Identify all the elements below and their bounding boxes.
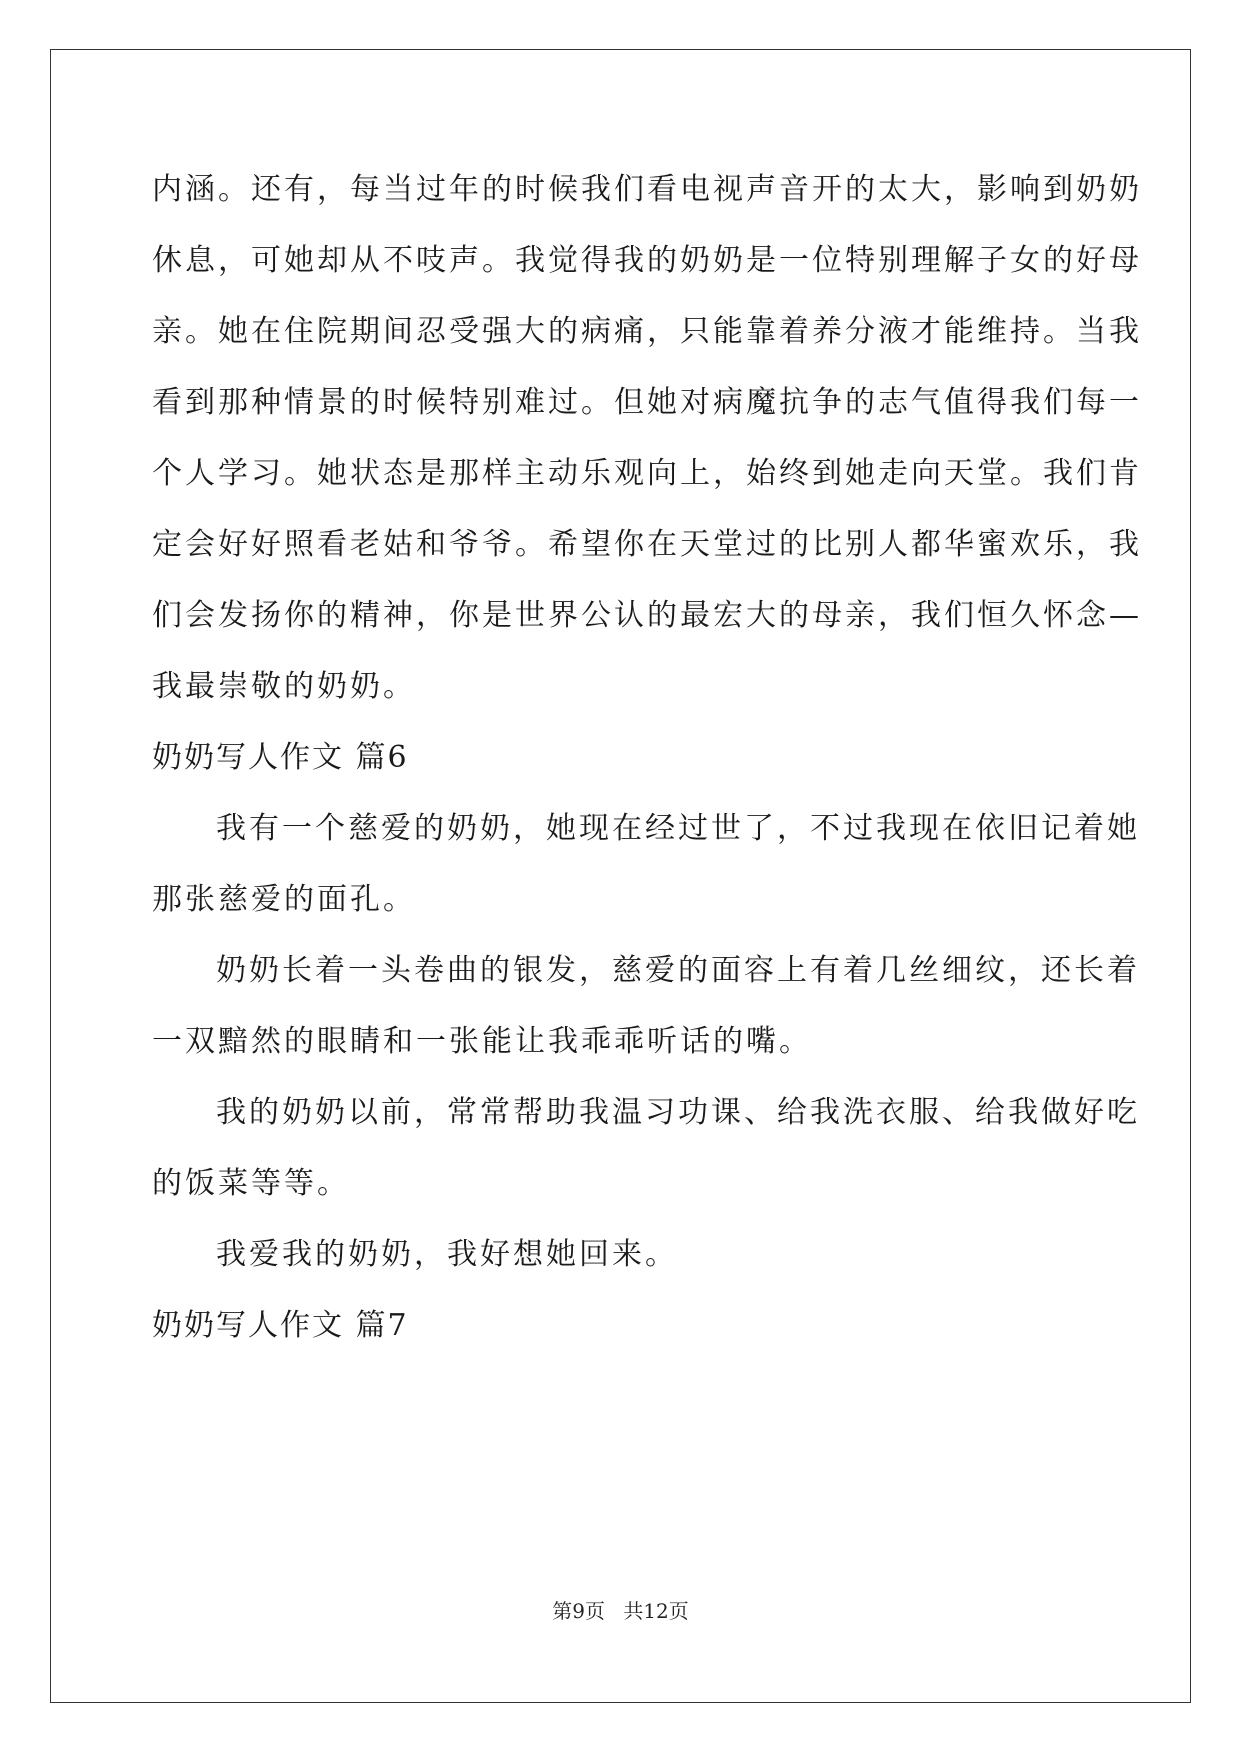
text-line: 我最崇敬的奶奶。	[152, 669, 416, 704]
text-line: 们会发扬你的精神，你是世界公认的最宏大的母亲，我们恒久怀念—	[152, 598, 1142, 633]
text-line: 看到那种情景的时候特别难过。但她对病魔抗争的志气值得我们每一	[152, 385, 1142, 420]
text-line: 我爱我的奶奶，我好想她回来。	[216, 1237, 678, 1272]
text-line: 一双黯然的眼睛和一张能让我乖乖听话的嘴。	[152, 1024, 812, 1059]
text-line: 我有一个慈爱的奶奶，她现在经过世了，不过我现在依旧记着她	[216, 811, 1140, 846]
section-heading: 奶奶写人作文 篇7	[152, 1308, 409, 1343]
text-line: 我的奶奶以前，常常帮助我温习功课、给我洗衣服、给我做好吃	[216, 1095, 1140, 1130]
text-line: 个人学习。她状态是那样主动乐观向上，始终到她走向天堂。我们肯	[152, 456, 1142, 491]
text-line: 的饭菜等等。	[152, 1166, 350, 1201]
text-line: 内涵。还有，每当过年的时候我们看电视声音开的太大，影响到奶奶	[152, 172, 1142, 207]
page-total: 共12页	[623, 1599, 689, 1623]
page-number: 第9页	[552, 1599, 605, 1623]
text-line: 亲。她在住院期间忍受强大的病痛，只能靠着养分液才能维持。当我	[152, 314, 1142, 349]
section-heading: 奶奶写人作文 篇6	[152, 740, 409, 775]
text-line: 奶奶长着一头卷曲的银发，慈爱的面容上有着几丝细纹，还长着	[216, 953, 1140, 988]
text-line: 定会好好照看老姑和爷爷。希望你在天堂过的比别人都华蜜欢乐，我	[152, 527, 1142, 562]
text-line: 休息，可她却从不吱声。我觉得我的奶奶是一位特别理解子女的好母	[152, 243, 1142, 278]
text-line: 那张慈爱的面孔。	[152, 882, 416, 917]
page-footer	[0, 1595, 1241, 1624]
